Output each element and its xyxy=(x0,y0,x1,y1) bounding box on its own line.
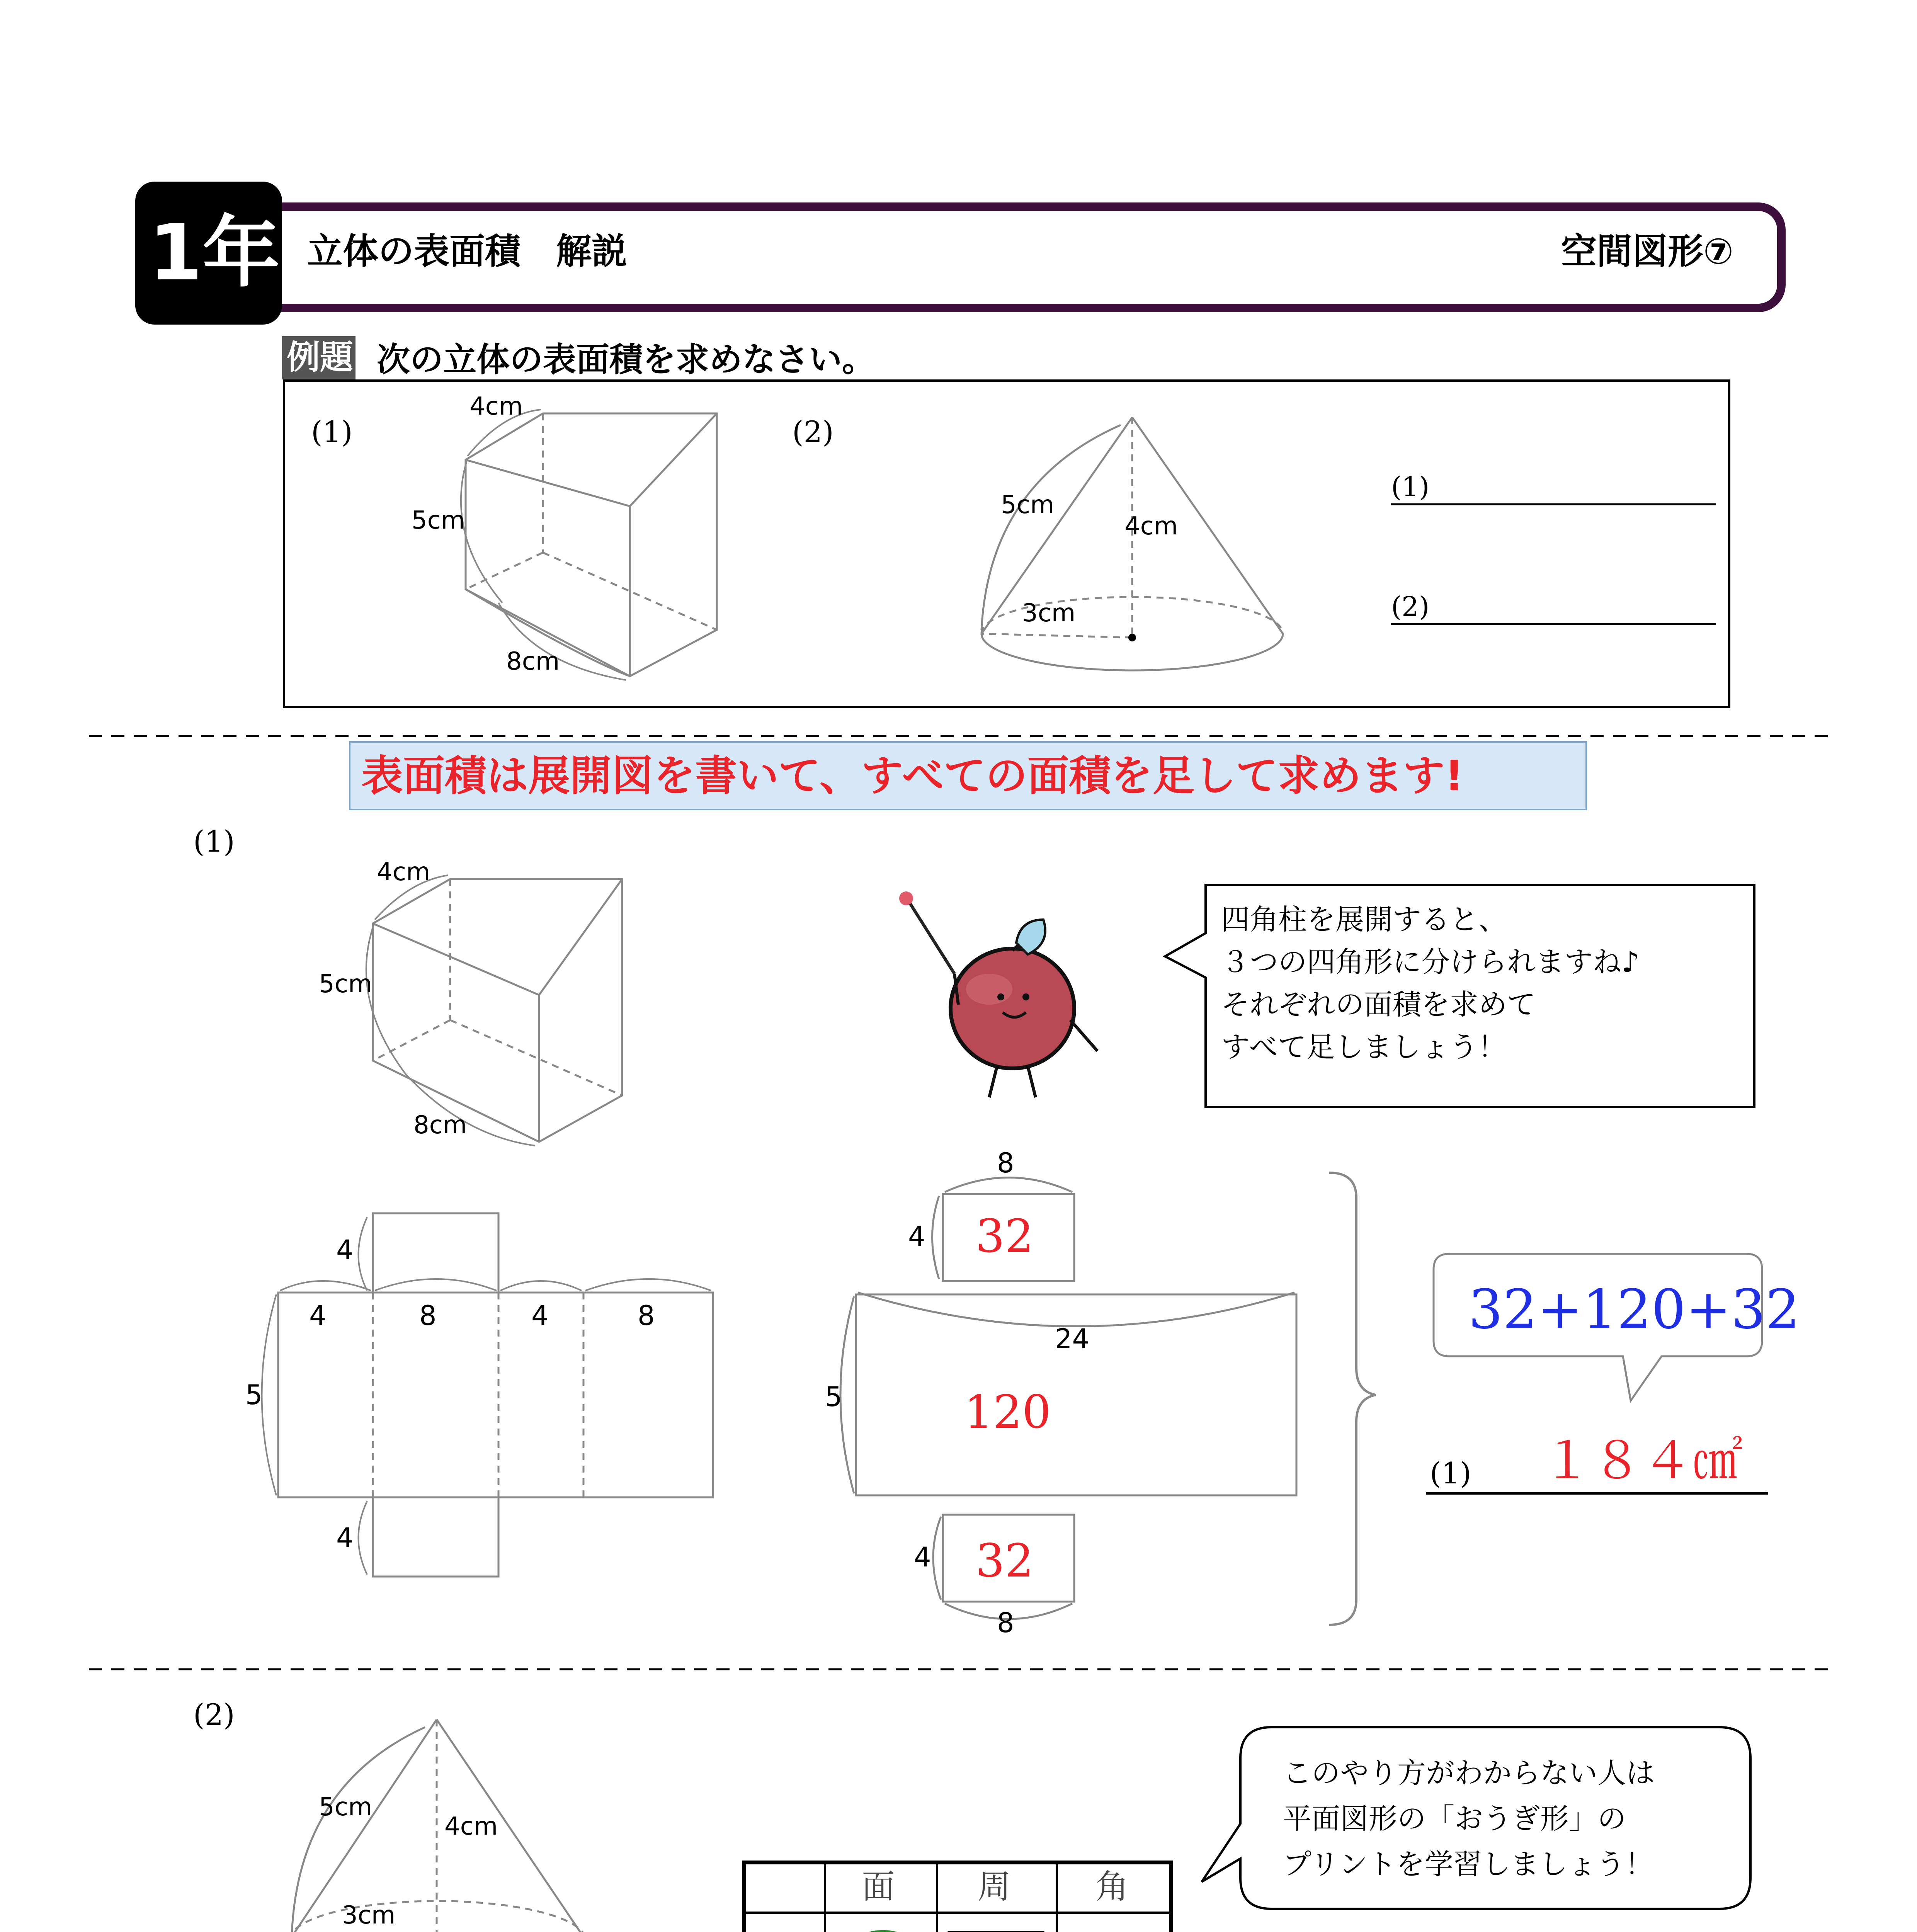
net-bottom-4: 4 xyxy=(336,1522,354,1554)
piece-top-width: 8 xyxy=(997,1147,1014,1179)
speech1-line: ３つの四角形に分けられますね♪ xyxy=(1221,946,1640,979)
net-width-4a: 4 xyxy=(309,1300,327,1332)
grade-badge: 1年 xyxy=(149,208,280,298)
speech1-line: 四角柱を展開すると、 xyxy=(1221,903,1507,936)
example-cone-5cm: 5cm xyxy=(1001,491,1055,519)
speech2-line: プリントを学習しましょう！ xyxy=(1283,1848,1654,1881)
example-cone-4cm: 4cm xyxy=(1124,512,1178,541)
part2-cone-4cm: 4cm xyxy=(444,1812,498,1841)
part1-box-8cm: 8cm xyxy=(413,1111,467,1139)
speech1-line: すべて足しましょう！ xyxy=(1221,1031,1507,1064)
example-q1-label: (1) xyxy=(311,415,353,449)
example-tag: 例題 xyxy=(282,336,356,379)
example-answer2-label: (2) xyxy=(1391,591,1430,622)
net-width-4b: 4 xyxy=(531,1300,549,1332)
table-header-angle: 角 xyxy=(1095,1867,1129,1906)
part1-answer: １８４㎠ xyxy=(1542,1431,1743,1490)
part1-box-4cm: 4cm xyxy=(377,858,430,886)
table-header-arc: 周 xyxy=(978,1867,1011,1906)
piece-bottom-area: 32 xyxy=(976,1534,1034,1587)
part2-label: (2) xyxy=(193,1697,235,1732)
example-answer1-label: (1) xyxy=(1391,471,1430,503)
part1-sum-expression: 32+120+32 xyxy=(1468,1278,1800,1341)
example-instruction: 次の立体の表面積を求めなさい。 xyxy=(377,340,875,379)
piece-mid-width: 24 xyxy=(1055,1323,1090,1355)
net-top-4: 4 xyxy=(336,1234,354,1266)
speech1-line: それぞれの面積を求めて xyxy=(1221,988,1536,1021)
net-height-5: 5 xyxy=(245,1379,263,1411)
piece-bottom-height: 4 xyxy=(914,1541,931,1573)
page-title: 立体の表面積 解説 xyxy=(307,231,628,272)
example-box-5cm: 5cm xyxy=(412,506,465,535)
piece-mid-area: 120 xyxy=(964,1385,1051,1439)
speech2-line: 平面図形の「おうぎ形」の xyxy=(1283,1802,1626,1835)
piece-bottom-width: 8 xyxy=(997,1607,1014,1639)
unit-label: 空間図形⑦ xyxy=(1561,231,1733,272)
speech-bubble-1 xyxy=(1221,898,1640,1068)
piece-mid-height: 5 xyxy=(825,1381,842,1413)
piece-top-area: 32 xyxy=(976,1209,1034,1263)
example-box-4cm: 4cm xyxy=(469,392,523,421)
banner-text: 表面積は展開図を書いて、すべての面積を足して求めます! xyxy=(361,752,1464,800)
net-width-8a: 8 xyxy=(419,1300,437,1332)
part2-cone-5cm: 5cm xyxy=(319,1793,373,1821)
part1-box-5cm: 5cm xyxy=(319,970,373,998)
part2-cone-3cm: 3cm xyxy=(342,1901,396,1930)
table-header-area: 面 xyxy=(862,1867,895,1906)
part1-answer-label: (1) xyxy=(1430,1456,1471,1490)
speech-bubble-2 xyxy=(1283,1750,1655,1887)
speech2-line: このやり方がわからない人は xyxy=(1283,1757,1655,1790)
example-q2-label: (2) xyxy=(792,415,834,449)
piece-top-height: 4 xyxy=(908,1221,925,1252)
part1-label: (1) xyxy=(193,824,235,859)
net-width-8b: 8 xyxy=(638,1300,655,1332)
example-box-8cm: 8cm xyxy=(506,647,560,676)
example-cone-3cm: 3cm xyxy=(1022,599,1076,628)
